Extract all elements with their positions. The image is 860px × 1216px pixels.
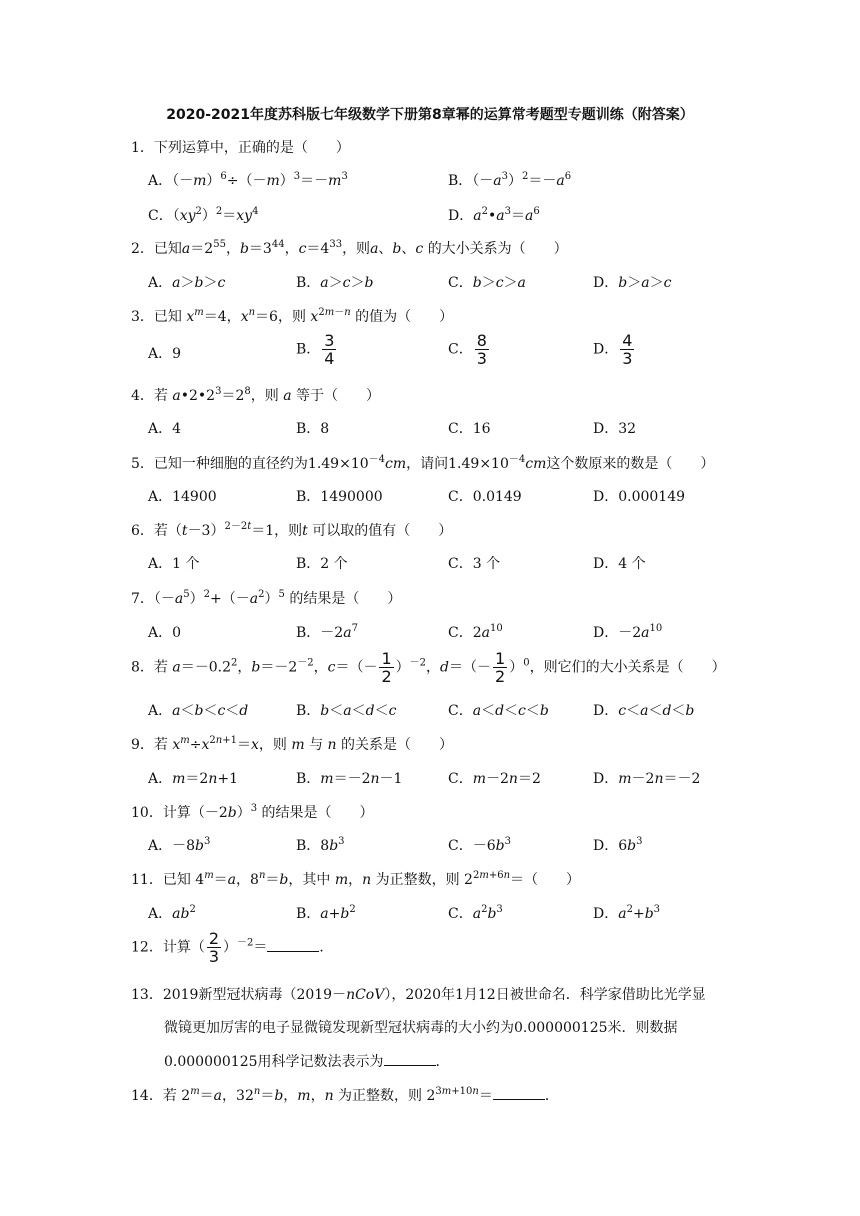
- q11-option-a: A．$ab^2$: [148, 904, 196, 922]
- q1-option-a: A．$(-m)^6\div(-m)^3=-m^3$: [148, 171, 348, 189]
- question-7: 7．$(-a^5)^2+(-a^2)^5$ 的结果是（ ）: [131, 589, 402, 607]
- answer-blank[interactable]: [384, 1053, 436, 1066]
- q5-option-b: B．1490000: [296, 489, 383, 505]
- fraction: $\frac{2}{3}$: [208, 929, 220, 966]
- question-8: 8．若 $a=-0.2^2$，$b=-2^{-2}$，c＝（－ $\frac{1}{2}$ ）$^{-2}$，d＝（－ $\frac{1}{2}$ ）$^0$，则它们的大小关系是（ ）: [131, 649, 726, 686]
- q1-option-b: B．$(-a^3)^2=-a^6$: [448, 171, 572, 189]
- question-13-line-3: 0.000000125用科学记数法表示为 ．: [164, 1054, 450, 1070]
- q1-option-c: C．$(xy^2)^2=xy^4$: [148, 206, 259, 224]
- q8-option-a: A．a＜b＜c＜d: [148, 703, 249, 719]
- question-1: 1．下列运算中，正确的是（ ）: [131, 140, 350, 156]
- q5-option-c: C．0.0149: [448, 489, 522, 505]
- q9-option-d: D．m－2n＝－2: [593, 771, 701, 787]
- question-14: 14．若 $2^m=a$，$32^n=b$，m，n 为正整数，则 $2^{3m+10n}=$ ．: [131, 1086, 559, 1104]
- q6-option-a: A．1 个: [148, 556, 200, 572]
- q2-option-c: C．b＞c＞a: [448, 275, 526, 291]
- question-3: 3．已知 $x^m=4$，$x^n=6$，则 $x^{2m-n}$ 的值为（ ）: [131, 307, 454, 325]
- fraction: $\frac{4}{3}$: [622, 331, 633, 368]
- q3-option-b: B． $\frac{3}{4}$: [296, 331, 335, 368]
- q10-option-a: A．$-8b^3$: [148, 836, 211, 854]
- q4-option-c: C．16: [448, 421, 491, 437]
- q10-option-c: C．$-6b^3$: [448, 836, 511, 854]
- q7-option-c: C．$2a^{10}$: [448, 623, 503, 641]
- question-13-line-2: 微镜更加厉害的电子显微镜发现新型冠状病毒的大小约为0.000000125米．则数据: [164, 1020, 678, 1036]
- question-5: 5．已知一种细胞的直径约为$1.49\times 10^{-4}cm$，请问$1.49\times 10^{-4}cm$这个数原来的数是（ ）: [131, 454, 715, 472]
- q7-option-a: A．0: [148, 625, 182, 641]
- q6-option-d: D．4 个: [593, 556, 646, 572]
- q8-option-b: B．b＜a＜d＜c: [296, 703, 397, 719]
- question-12: 12．计算（ $\frac{2}{3}$ ）$^{-2}$＝ ．: [131, 929, 334, 966]
- question-6: 6．若$(t-3)^{2-2t}=1$，则t 可以取的值有（ ）: [131, 521, 453, 539]
- q11-option-b: B．$a+b^2$: [296, 904, 356, 922]
- q4-option-b: B．8: [296, 421, 330, 437]
- question-10: 10．计算$(-2b)^3$ 的结果是（ ）: [131, 803, 374, 821]
- q3-option-c: C． $\frac{8}{3}$: [448, 331, 487, 368]
- q3-option-a: A．9: [148, 346, 182, 362]
- q4-option-d: D．32: [593, 421, 637, 437]
- q6-option-c: C．3 个: [448, 556, 501, 572]
- answer-blank[interactable]: [493, 1087, 545, 1100]
- q4-option-a: A．4: [148, 421, 182, 437]
- fraction: $\frac{1}{2}$: [381, 649, 392, 686]
- q8-option-c: C．a＜d＜c＜b: [448, 703, 549, 719]
- fraction: $\frac{1}{2}$: [495, 649, 506, 686]
- q7-option-b: B．$-2a^7$: [296, 623, 358, 641]
- q6-option-b: B．2 个: [296, 556, 348, 572]
- fraction: $\frac{8}{3}$: [476, 331, 487, 368]
- question-9: 9．若 $x^m\div x^{2n+1}=x$，则 m 与 n 的关系是（ ）: [131, 735, 454, 753]
- q2-option-a: A．a＞b＞c: [148, 275, 226, 291]
- q3-option-d: D． $\frac{4}{3}$: [593, 331, 633, 368]
- q8-option-d: D．c＜a＜d＜b: [593, 703, 695, 719]
- q5-option-a: A．14900: [148, 489, 217, 505]
- q2-option-d: D．b＞a＞c: [593, 275, 672, 291]
- page-title: 2020-2021年度苏科版七年级数学下册第8章幂的运算常考题型专题训练（附答案）: [166, 107, 694, 123]
- q2-option-b: B．a＞c＞b: [296, 275, 374, 291]
- q9-option-b: B．m＝－2n－1: [296, 771, 403, 787]
- q10-option-d: D．$6b^3$: [593, 836, 643, 854]
- question-11: 11．已知 $4^m=a$，$8^n=b$，其中 m，n 为正整数，则 $2^{2m+6n}=$（ ）: [131, 870, 581, 888]
- q10-option-b: B．$8b^3$: [296, 836, 345, 854]
- question-4: 4．若 $a•2•2^3=2^8$，则 a 等于（ ）: [131, 386, 381, 404]
- q1-option-d: D．$a^2•a^3=a^6$: [448, 206, 540, 224]
- q11-option-d: D．$a^2+b^3$: [593, 904, 661, 922]
- q11-option-c: C．$a^2b^3$: [448, 904, 503, 922]
- question-2: 2．已知$a=2^{55}$，$b=3^{44}$，$c=4^{33}$，则a、b、c 的大小关系为（ ）: [131, 239, 568, 257]
- answer-blank[interactable]: [267, 939, 319, 952]
- q9-option-a: A．m＝2n+1: [148, 771, 238, 787]
- fraction: $\frac{3}{4}$: [324, 331, 335, 368]
- q7-option-d: D．$-2a^{10}$: [593, 623, 663, 641]
- q9-option-c: C．m－2n＝2: [448, 771, 541, 787]
- q5-option-d: D．0.000149: [593, 489, 686, 505]
- question-13-line-1: 13．2019新型冠状病毒（2019－nCoV），2020年1月12日被世命名．科学家借助比光学显: [131, 987, 706, 1003]
